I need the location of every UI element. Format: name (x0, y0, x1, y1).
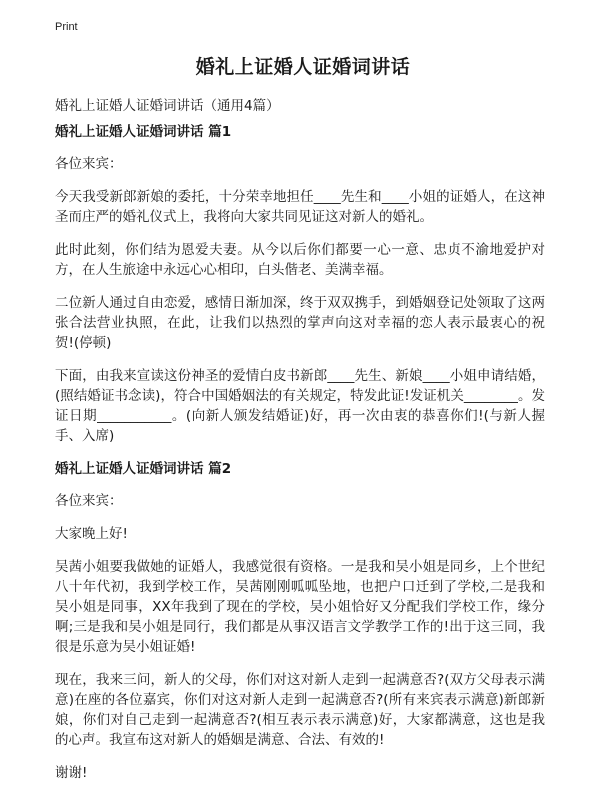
paragraph: 各位来宾： (55, 493, 123, 509)
paragraph: 吴茜小姐要我做她的证婚人，我感觉很有资格。一是我和吴小姐是同乡，上个世纪八十年代初，我到学校工作，吴茜刚刚呱呱坠地，也把户口迁到了学校,二是我和吴小姐是同事，XX年我到了现在的学校，吴小姐恰好又分配我们学校工作，缘分啊;三是我和吴小姐是同行，我们都是从事汉语言文学教学工作的!出于这三同，我很是乐意为吴小姐证婚! (55, 559, 545, 655)
section-heading: 婚礼上证婚人证婚词讲话 篇2 (55, 461, 232, 477)
print-label[interactable]: Print (55, 21, 78, 33)
page-title: 婚礼上证婚人证婚词讲话 (195, 56, 411, 78)
paragraph: 此时此刻，你们结为恩爱夫妻。从今以后你们都要一心一意、忠贞不渝地爱护对方，在人生旅途中永远心心相印，白头偕老、美满幸福。 (55, 242, 545, 278)
paragraph: 各位来宾： (55, 156, 123, 172)
paragraph: 今天我受新郎新娘的委托，十分荣幸地担任____先生和____小姐的证婚人，在这神圣而庄严的婚礼仪式上，我将向大家共同见证这对新人的婚礼。 (55, 189, 545, 225)
page-subtitle: 婚礼上证婚人证婚词讲话（通用4篇） (55, 98, 280, 114)
paragraph: 大家晚上好! (55, 526, 128, 542)
paragraph: 谢谢! (55, 765, 88, 781)
paragraph: 下面，由我来宣读这份神圣的爱情白皮书新郎____先生、新娘____小姐申请结婚，(照结婚证书念读)，符合中国婚姻法的有关规定，特发此证!发证机关________。发证日期___________。(向新人颁发结婚证)好，再一次由衷的恭喜你们!(与新人握手、入席) (55, 368, 545, 444)
document-content (55, 122, 545, 796)
paragraph: 现在，我来三问，新人的父母，你们对这对新人走到一起满意否?(双方父母表示满意)在座的各位嘉宾，你们对这对新人走到一起满意否?(所有来宾表示满意)新郎新娘，你们对自己走到一起满意否?(相互表示表示满意)好，大家都满意，这也是我的心声。我宣布这对新人的婚姻是满意、合法、有效的! (55, 672, 545, 748)
paragraph: 二位新人通过自由恋爱，感情日渐加深，终于双双携手，到婚姻登记处领取了这两张合法营业执照，在此，让我们以热烈的掌声向这对幸福的恋人表示最衷心的祝贺!(停顿) (55, 295, 545, 351)
section-heading: 婚礼上证婚人证婚词讲话 篇1 (55, 124, 232, 140)
